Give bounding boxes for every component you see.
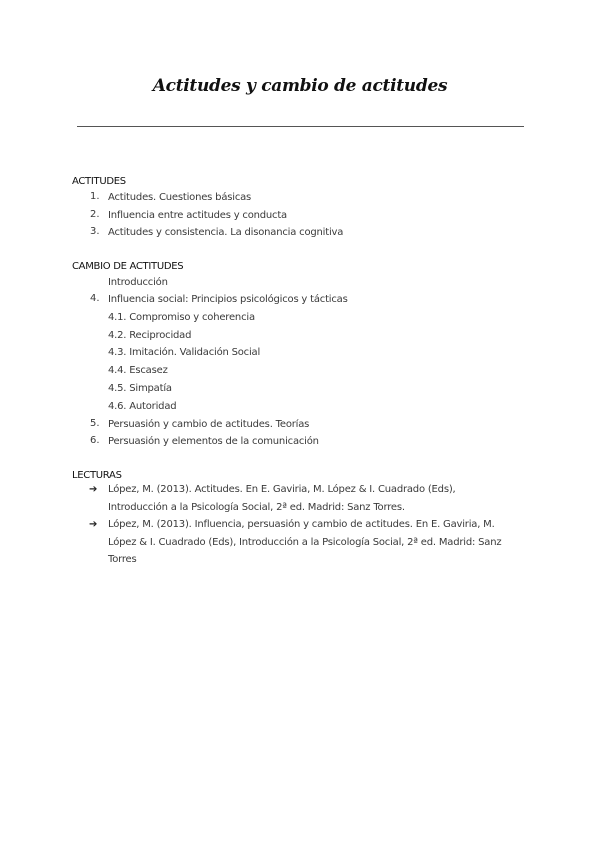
sub-list-item: 4.3. Imitación. Validación Social xyxy=(108,347,261,358)
sub-list-item: 4.6. Autoridad xyxy=(108,401,177,412)
list-number: 2. xyxy=(90,209,100,220)
section-heading-lecturas: LECTURAS xyxy=(72,470,122,481)
arrow-icon: ➔ xyxy=(89,484,98,495)
sub-list-item: 4.2. Reciprocidad xyxy=(108,330,192,341)
sub-list-item: 4.4. Escasez xyxy=(108,365,168,376)
list-number: 4. xyxy=(90,293,100,304)
list-number: 1. xyxy=(90,191,100,202)
sub-list-item: 4.5. Simpatía xyxy=(108,383,172,394)
title-divider xyxy=(77,126,524,127)
list-item: Persuasión y elementos de la comunicación xyxy=(108,436,319,447)
list-item: Influencia entre actitudes y conducta xyxy=(108,210,287,221)
reference-item: López, M. (2013). Influencia, persuasión y cambio de actitudes. En E. Gaviria, M. López & I. Cuadrado (Eds), Introducción a la Psicología Social, 2ª ed. Madrid: Sanz Torres xyxy=(108,519,502,565)
list-item: Influencia social: Principios psicológicos y tácticas xyxy=(108,294,348,305)
list-number: 5. xyxy=(90,418,100,429)
section-heading-actitudes: ACTITUDES xyxy=(72,176,126,187)
list-item: Actitudes y consistencia. La disonancia cognitiva xyxy=(108,227,344,238)
list-item-intro: Introducción xyxy=(108,277,168,288)
reference-item: López, M. (2013). Actitudes. En E. Gaviria, M. López & I. Cuadrado (Eds), Introducción a la Psicología Social, 2ª ed. Madrid: Sanz Torres. xyxy=(108,484,456,513)
list-number: 3. xyxy=(90,226,100,237)
section-heading-cambio: CAMBIO DE ACTITUDES xyxy=(72,261,184,272)
sub-list-item: 4.1. Compromiso y coherencia xyxy=(108,312,255,323)
document-title: Actitudes y cambio de actitudes xyxy=(152,76,448,96)
list-item: Persuasión y cambio de actitudes. Teorías xyxy=(108,419,310,430)
arrow-icon: ➔ xyxy=(89,519,98,530)
list-number: 6. xyxy=(90,435,100,446)
list-item: Actitudes. Cuestiones básicas xyxy=(108,192,252,203)
